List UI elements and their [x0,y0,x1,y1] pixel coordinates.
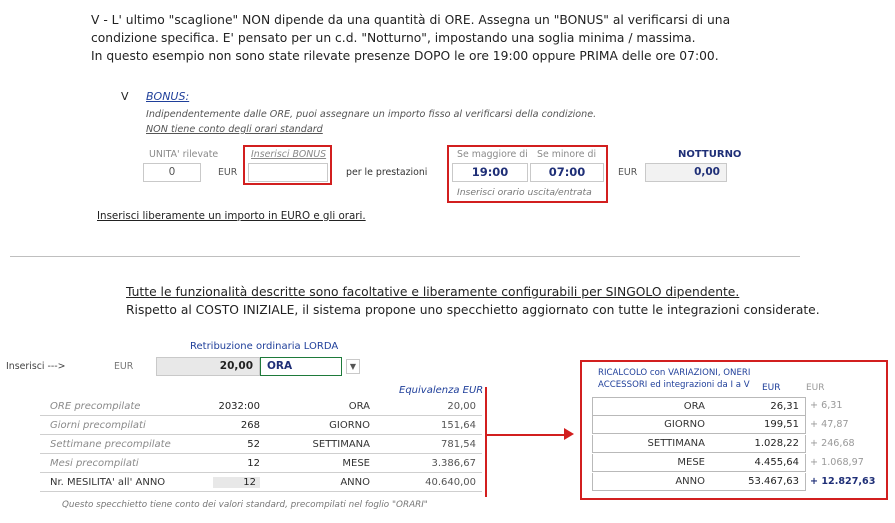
row-delta: + 47,87 [810,419,849,430]
bonus-standard-note: NON tiene conto degli orari standard [146,124,323,135]
row-unit: ANNO [340,477,370,488]
intro-line-3: In questo esempio non sono state rilevate presenze DOPO le ore 19:00 oppure PRIMA delle ore 07:00. [91,49,719,63]
row-label: Nr. MESILITA' all' ANNO [50,477,166,488]
row-eur: 53.467,63 [748,476,799,487]
row-unit: MESE [677,457,705,468]
connector-line [485,387,487,497]
gt-time-input[interactable]: 19:00 [452,163,528,182]
row-qty: 12 [247,458,260,469]
section-letter: V [121,90,129,103]
ricalcolo-delta-header: EUR [806,383,825,393]
table-row [40,455,482,473]
insert-bonus-label: Inserisci BONUS [251,149,327,160]
chevron-down-icon[interactable]: ▼ [346,359,360,374]
notturno-label: NOTTURNO [678,149,742,160]
row-eur: 781,54 [441,439,476,450]
row-eur: 3.386,67 [431,458,476,469]
row-eur: 40.640,00 [425,477,476,488]
row-eur: 199,51 [764,419,799,430]
ricalcolo-title-1: RICALCOLO con VARIAZIONI, ONERI [598,368,751,378]
table-row [40,398,482,416]
table-row [592,416,806,434]
row-unit: ANNO [675,476,705,487]
row-eur: 1.028,22 [754,438,799,449]
row-unit: ORA [683,401,705,412]
eur-label-2: EUR [618,167,638,178]
row-delta: + 246,68 [810,438,855,449]
table-row [40,474,482,492]
intro-line-1: V - L' ultimo "scaglione" NON dipende da una quantità di ORE. Assegna un "BONUS" al verificarsi di una [91,13,731,27]
arrow-right-icon [564,428,574,440]
units-label: UNITA' rilevate [149,149,219,160]
units-value: 0 [143,163,201,182]
notturno-value: 0,00 [645,163,727,182]
retribuzione-amount-input[interactable]: 20,00 [156,357,260,376]
table-row [592,473,806,491]
retribuzione-title: Retribuzione ordinaria LORDA [190,341,339,352]
row-eur: 4.455,64 [754,457,799,468]
retribuzione-eur-label: EUR [114,361,134,372]
row-label: Giorni precompilati [50,420,146,431]
ricalcolo-eur-header: EUR [762,383,781,393]
bonus-description: Indipendentemente dalle ORE, puoi assegnare un importo fisso al verificarsi della condizione. [146,109,597,120]
row-qty: 268 [240,420,260,431]
per-prestazioni-label: per le prestazioni [346,167,428,178]
lt-label: Se minore di [537,149,597,160]
table-row [40,417,482,435]
intro-line-2: condizione specifica. E' pensato per un c.d. "Notturno", impostando una soglia minima / massima. [91,31,696,45]
section-divider [10,256,800,257]
orario-note: Inserisci orario uscita/entrata [457,187,592,198]
summary-line-2: Rispetto al COSTO INIZIALE, il sistema propone uno specchietto aggiornato con tutte le integrazioni considerate. [126,303,820,317]
row-eur: 26,31 [770,401,799,412]
equivalenza-header: Equivalenza EUR [399,385,484,396]
lt-time-input[interactable]: 07:00 [530,163,604,182]
row-qty: 52 [247,439,260,450]
row-unit: SETTIMANA [647,438,705,449]
table-row [40,436,482,454]
row-eur: 151,64 [441,420,476,431]
row-delta: + 6,31 [810,400,843,411]
row-unit: SETTIMANA [312,439,370,450]
row-unit: MESE [342,458,370,469]
row-unit: GIORNO [329,420,370,431]
row-eur: 20,00 [447,401,476,412]
ricalcolo-title-2: ACCESSORI ed integrazioni da I a V [598,380,750,390]
table-row [592,454,806,472]
bonus-title: BONUS: [146,90,190,103]
row-label: Settimane precompilate [50,439,171,450]
row-delta: + 1.068,97 [810,457,864,468]
row-delta: + 12.827,63 [810,476,876,487]
retribuzione-footnote: Questo specchietto tiene conto dei valori standard, precompilati nel foglio "ORARI" [62,500,428,510]
row-qty: 12 [213,477,260,488]
free-entry-note: Inserisci liberamente un importo in EURO e gli orari. [97,210,366,222]
retribuzione-unit-select[interactable]: ORA [260,357,342,376]
table-row [592,397,806,416]
row-label: Mesi precompilati [50,458,139,469]
table-row [592,435,806,453]
row-unit: GIORNO [664,419,705,430]
inserisci-arrow-label: Inserisci ---> [6,361,66,372]
gt-label: Se maggiore di [457,149,528,160]
summary-line-1: Tutte le funzionalità descritte sono facoltative e liberamente configurabili per SINGOLO dipendente. [126,285,740,299]
row-unit: ORA [348,401,370,412]
connector-arrow-line [485,434,565,436]
bonus-amount-input[interactable] [248,163,328,182]
row-label: ORE precompilate [50,401,141,412]
row-qty: 2032:00 [218,401,260,412]
eur-label-1: EUR [218,167,238,178]
